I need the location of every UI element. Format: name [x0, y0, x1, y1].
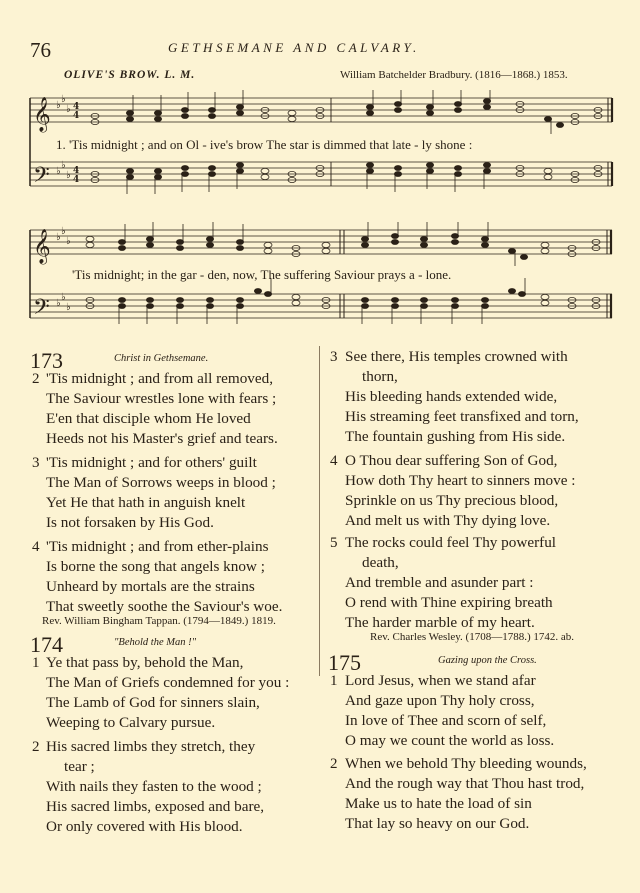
- verse-line: O Thou dear suffering Son of God,: [345, 452, 558, 469]
- svg-text:♭: ♭: [61, 292, 66, 303]
- verse-line: Is not forsaken by His God.: [46, 514, 214, 531]
- hymn-heading: "Behold the Man !": [114, 637, 197, 648]
- svg-text:4: 4: [73, 166, 80, 176]
- verse-number: 3: [32, 455, 40, 471]
- svg-text:4: 4: [73, 175, 80, 185]
- verse-line: Yet He that hath in anguish knelt: [46, 494, 246, 511]
- verse-number: 5: [330, 535, 338, 551]
- hymn-heading: Christ in Gethsemane.: [114, 353, 209, 364]
- verse-line: And gaze upon Thy holy cross,: [345, 692, 535, 709]
- svg-text:4: 4: [73, 102, 80, 112]
- svg-text:♭: ♭: [56, 166, 61, 177]
- verse-number: 2: [32, 739, 40, 755]
- tune-composer: William Batchelder Bradbury. (1816—1868.) 1853.: [340, 69, 568, 81]
- verse-line: O may we count the world as loss.: [345, 732, 555, 749]
- verse-line: O rend with Thine expiring breath: [345, 594, 553, 611]
- svg-text:♭: ♭: [56, 298, 61, 309]
- svg-text:𝄞: 𝄞: [33, 229, 51, 264]
- verse-line: Unheard by mortals are the strains: [46, 578, 255, 595]
- verse-line: Heeds not his Master's grief and tears.: [46, 430, 278, 447]
- verse-number: 1: [330, 673, 338, 689]
- verse-line: Ye that pass by, behold the Man,: [46, 654, 244, 671]
- verse-line: 'Tis midnight ; and from ether-plains: [46, 538, 269, 555]
- verse-line: That lay so heavy on our God.: [345, 815, 530, 832]
- svg-text:♭: ♭: [56, 100, 61, 111]
- verse-line: 'Tis midnight ; and from all removed,: [46, 370, 274, 387]
- lyric-line-2: 'Tis midnight; in the gar - den, now, The suffering Saviour prays a - lone.: [72, 267, 452, 282]
- verse-line: The Saviour wrestles lone with fears ;: [46, 390, 277, 407]
- svg-text:♭: ♭: [66, 170, 71, 181]
- verse-number: 2: [330, 756, 338, 772]
- verse-line: In love of Thee and scorn of self,: [345, 712, 547, 729]
- hymn-heading: Gazing upon the Cross.: [438, 655, 537, 666]
- verse-line: His bleeding hands extended wide,: [345, 388, 558, 405]
- svg-text:♭: ♭: [61, 160, 66, 171]
- verse-line: Weeping to Calvary pursue.: [46, 714, 216, 731]
- verse-line: thorn,: [362, 368, 398, 385]
- verse-number: 1: [32, 655, 40, 671]
- verse-line: Sprinkle on us Thy precious blood,: [345, 492, 559, 509]
- verse-line: When we behold Thy bleeding wounds,: [345, 755, 587, 772]
- verse-line: The Man of Sorrows weeps in blood ;: [46, 474, 276, 491]
- verse-line: The Man of Griefs condemned for you :: [46, 674, 290, 691]
- running-title: GETHSEMANE AND CALVARY.: [168, 40, 420, 55]
- verse-number: 2: [32, 371, 40, 387]
- hymn-attribution: Rev. Charles Wesley. (1708—1788.) 1742. ab.: [370, 631, 575, 643]
- verse-line: The fountain gushing from His side.: [345, 428, 566, 445]
- svg-text:𝄞: 𝄞: [33, 97, 51, 132]
- verse-line: Is borne the song that angels know ;: [46, 558, 265, 575]
- hymn-attribution: Rev. William Bingham Tappan. (1794—1849.) 1819.: [42, 615, 276, 627]
- verse-line: tear ;: [64, 758, 95, 775]
- hymn-number: 173: [30, 348, 63, 373]
- column-divider: [319, 346, 320, 676]
- verse-number: 4: [32, 539, 40, 555]
- verse-line: And melt us with Thy dying love.: [345, 512, 551, 529]
- svg-text:4: 4: [73, 111, 80, 121]
- verse-line: Or only covered with His blood.: [46, 818, 243, 835]
- verse-line: With nails they fasten to the wood ;: [46, 778, 262, 795]
- hymn-number: 175: [328, 650, 361, 675]
- verse-line: death,: [362, 554, 399, 571]
- verse-line: How doth Thy heart to sinners move :: [345, 472, 576, 489]
- verse-number: 4: [330, 453, 338, 469]
- svg-text:𝄢: 𝄢: [33, 163, 50, 193]
- svg-text:♭: ♭: [61, 226, 66, 237]
- svg-text:♭: ♭: [66, 302, 71, 313]
- verse-line: His sacred limbs, exposed and bare,: [46, 798, 265, 815]
- verse-line: His sacred limbs they stretch, they: [46, 738, 256, 755]
- verse-line: E'en that disciple whom He loved: [46, 410, 251, 427]
- svg-text:♭: ♭: [66, 104, 71, 115]
- tune-name: OLIVE'S BROW. L. M.: [64, 69, 196, 81]
- svg-text:♭: ♭: [56, 232, 61, 243]
- verse-line: 'Tis midnight ; and for others' guilt: [46, 454, 257, 471]
- svg-text:𝄢: 𝄢: [33, 295, 50, 325]
- verse-line: The rocks could feel Thy powerful: [345, 534, 557, 551]
- hymn-number: 174: [30, 632, 63, 657]
- verse-line: The harder marble of my heart.: [345, 614, 535, 631]
- verse-line: And the rough way that Thou hast trod,: [345, 775, 585, 792]
- verse-line: Make us to hate the load of sin: [345, 795, 532, 812]
- verse-line: See there, His temples crowned with: [345, 348, 568, 365]
- svg-text:♭: ♭: [61, 94, 66, 105]
- verse-number: 3: [330, 349, 338, 365]
- verse-line: The Lamb of God for sinners slain,: [46, 694, 260, 711]
- verse-line: And tremble and asunder part :: [345, 574, 534, 591]
- page-number: 76: [30, 38, 51, 62]
- svg-text:♭: ♭: [66, 236, 71, 247]
- lyric-line-1: 1. 'Tis midnight ; and on Ol - ive's brow The star is dimmed that late - ly shone :: [56, 137, 473, 152]
- verse-line: Lord Jesus, when we stand afar: [345, 672, 536, 689]
- verse-line: His streaming feet transfixed and torn,: [345, 408, 579, 425]
- verse-line: That sweetly soothe the Saviour's woe.: [46, 598, 283, 615]
